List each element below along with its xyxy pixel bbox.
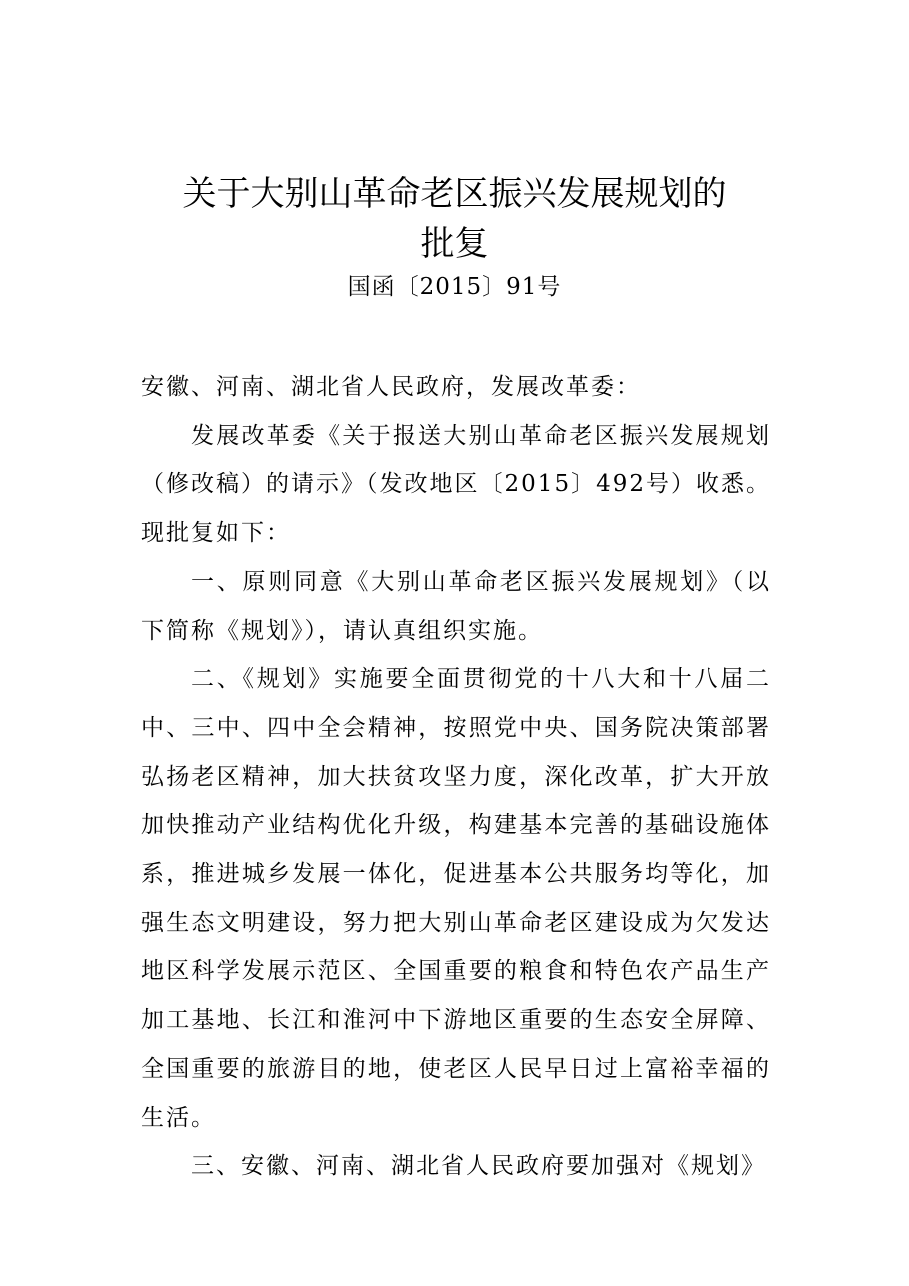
paragraph-item-2: 二、《规划》实施要全面贯彻党的十八大和十八届二中、三中、四中全会精神，按照党中央、国务院决策部署弘扬老区精神，加大扶贫攻坚力度，深化改革，扩大开放加快推动产业结构优化升级，构建基本完善的基础设施体系，推进城乡发展一体化，促进基本公共服务均等化，加强生态文明建设，努力把大别山革命老区建设成为欠发达地区科学发展示范区、全国重要的粮食和特色农产品生产加工基地、长江和淮河中下游地区重要的生态安全屏障、全国重要的旅游目的地，使老区人民早日过上富裕幸福的生活。 [141,666,771,1131]
paragraph-item-3: 三、安徽、河南、湖北省人民政府要加强对《规划》 [191,1153,766,1180]
salutation: 安徽、河南、湖北省人民政府，发展改革委： [141,374,641,400]
document-number: 国函〔2015〕91号 [347,274,562,300]
document-title-line-1: 关于大别山革命老区振兴发展规划的 [182,174,727,214]
document-body [141,363,771,1191]
document-title-line-2: 批复 [420,224,489,264]
paragraph-acknowledgement: 发展改革委《关于报送大别山革命老区振兴发展规划（修改稿）的请示》（发改地区〔2015〕492号）收悉。现批复如下： [141,422,771,547]
paragraph-item-1: 一、原则同意《大别山革命老区振兴发展规划》（以下简称《规划》），请认真组织实施。 [141,568,771,644]
